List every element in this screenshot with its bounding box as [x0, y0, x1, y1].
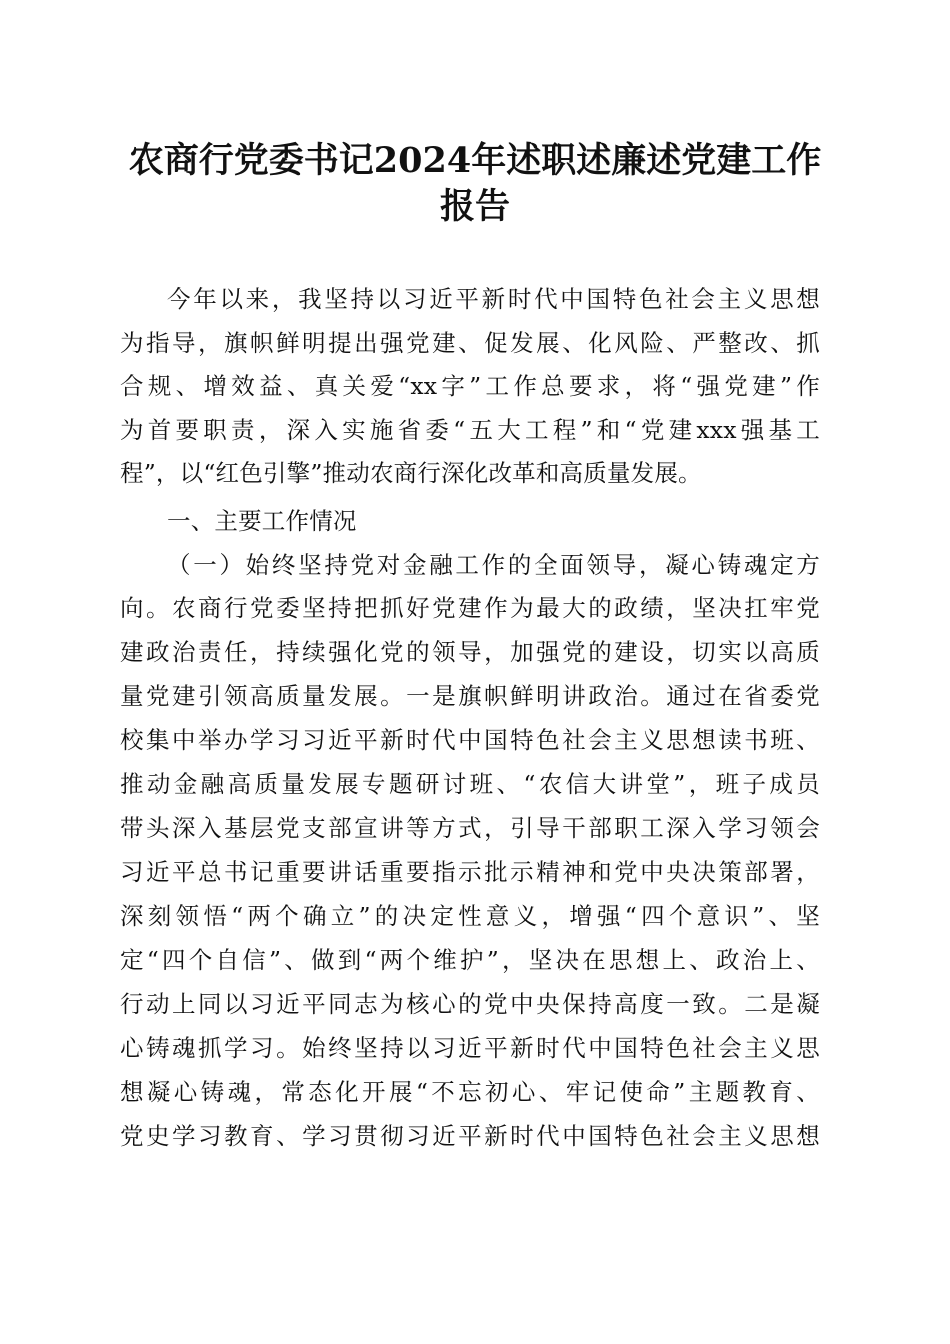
paragraph-2-line-11: 行动上同以习近平同志为核心的党中央保持高度一致。二是凝 — [120, 990, 820, 1018]
paragraph-2-line-2: 向。农商行党委坚持把抓好党建作为最大的政绩，坚决扛牢党 — [120, 594, 820, 622]
paragraph-2-line-6: 推动金融高质量发展专题研讨班、“农信大讲堂”，班子成员 — [120, 770, 820, 798]
paragraph-1-line-1: 今年以来，我坚持以习近平新时代中国特色社会主义思想 — [167, 285, 820, 313]
paragraph-2-line-5: 校集中举办学习习近平新时代中国特色社会主义思想读书班、 — [120, 726, 820, 754]
section-1-heading: 一、主要工作情况 — [167, 507, 357, 535]
paragraph-1-line-4: 为首要职责，深入实施省委“五大工程”和“党建xxx强基工 — [120, 416, 820, 444]
document-title-line-1: 农商行党委书记2024年述职述廉述党建工作 — [128, 140, 822, 181]
paragraph-1-line-5: 程”，以“红色引擎”推动农商行深化改革和高质量发展。 — [120, 459, 702, 487]
paragraph-2-line-7: 带头深入基层党支部宣讲等方式，引导干部职工深入学习领会 — [120, 814, 820, 842]
paragraph-2-line-12: 心铸魂抓学习。始终坚持以习近平新时代中国特色社会主义思 — [120, 1034, 820, 1062]
paragraph-2-line-9: 深刻领悟“两个确立”的决定性意义，增强“四个意识”、坚 — [120, 902, 820, 930]
paragraph-2-line-3: 建政治责任，持续强化党的领导，加强党的建设，切实以高质 — [120, 638, 820, 666]
paragraph-2-line-4: 量党建引领高质量发展。一是旗帜鲜明讲政治。通过在省委党 — [120, 682, 820, 710]
paragraph-1-line-3: 合规、增效益、真关爱“xx字”工作总要求，将“强党建”作 — [120, 372, 820, 400]
paragraph-2-line-14: 党史学习教育、学习贯彻习近平新时代中国特色社会主义思想 — [120, 1122, 820, 1150]
paragraph-2-line-1: （一）始终坚持党对金融工作的全面领导，凝心铸魂定方 — [167, 551, 820, 579]
paragraph-2-line-10: 定“四个自信”、做到“两个维护”，坚决在思想上、政治上、 — [120, 946, 820, 974]
paragraph-1-line-2: 为指导，旗帜鲜明提出强党建、促发展、化风险、严整改、抓 — [120, 329, 820, 357]
paragraph-2-line-13: 想凝心铸魂，常态化开展“不忘初心、牢记使命”主题教育、 — [120, 1078, 820, 1106]
document-title-line-2: 报告 — [439, 186, 510, 227]
paragraph-2-line-8: 习近平总书记重要讲话重要指示批示精神和党中央决策部署， — [120, 858, 820, 886]
